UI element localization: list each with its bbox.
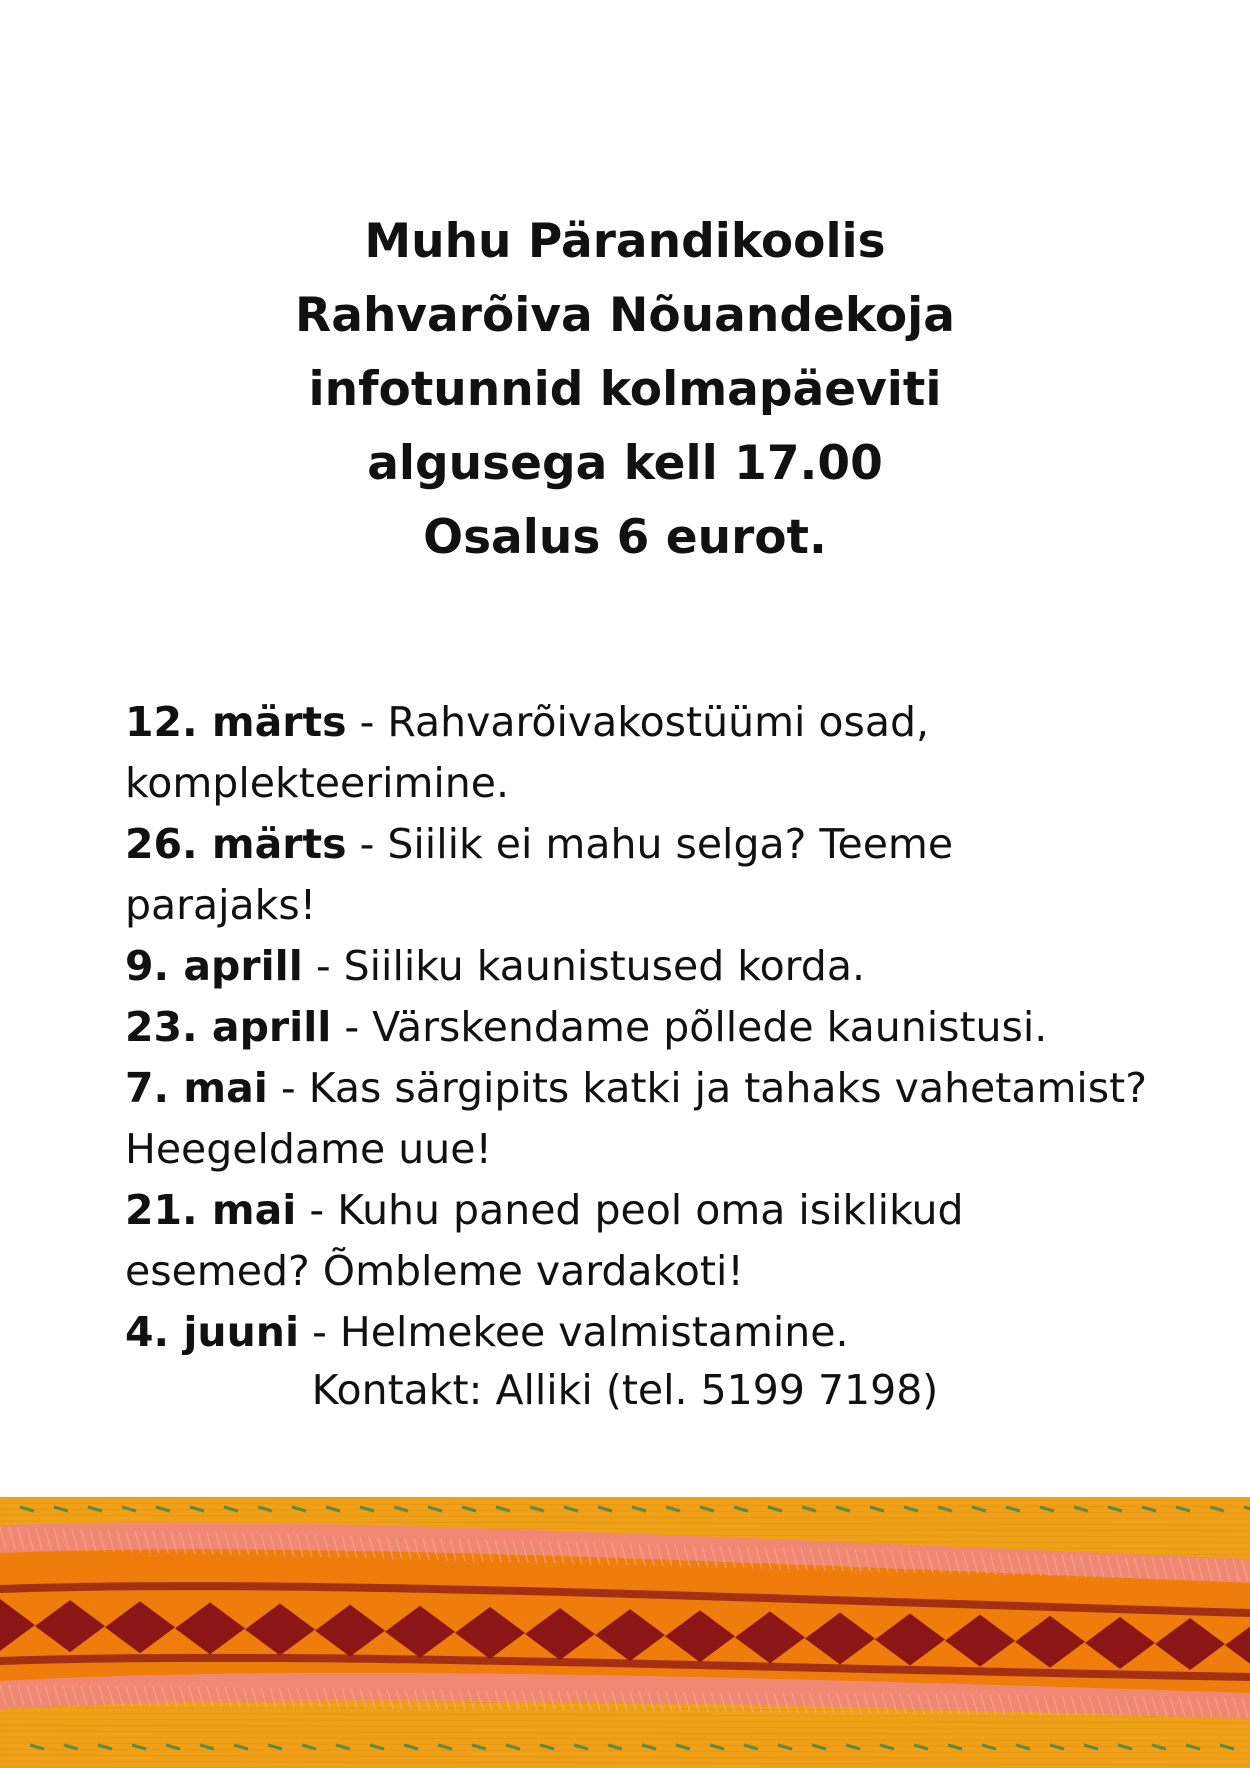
schedule-date: 26. märts <box>125 820 347 868</box>
schedule-date: 23. aprill <box>125 1003 332 1051</box>
schedule-topic: - Siiliku kaunistused korda. <box>302 942 865 990</box>
schedule-date: 7. mai <box>125 1064 268 1112</box>
schedule-list <box>125 692 1155 1363</box>
title-line-2: Rahvarõiva Nõuandekoja <box>295 288 955 343</box>
schedule-date: 21. mai <box>125 1186 297 1234</box>
schedule-date: 12. märts <box>125 698 347 746</box>
schedule-entry <box>125 1058 1155 1180</box>
woven-band-pattern <box>0 1497 1250 1768</box>
schedule-entry <box>125 692 1155 814</box>
schedule-topic: - Kuhu paned peol oma isiklikud esemed? Õmbleme vardakoti! <box>125 1186 964 1295</box>
woven-band-image <box>0 1497 1250 1768</box>
schedule-entry <box>125 814 1155 936</box>
page-title <box>0 205 1250 575</box>
title-line-1: Muhu Pärandikoolis <box>364 214 886 269</box>
schedule-topic: - Värskendame põllede kaunistusi. <box>331 1003 1048 1051</box>
schedule-entry <box>125 1302 1155 1363</box>
schedule-topic: - Helmekee valmistamine. <box>299 1308 849 1356</box>
schedule-date: 9. aprill <box>125 942 303 990</box>
schedule-topic: - Siilik ei mahu selga? Teeme parajaks! <box>125 820 954 929</box>
contact-info: Kontakt: Alliki (tel. 5199 7198) <box>311 1366 939 1414</box>
schedule-entry <box>125 936 1155 997</box>
title-line-4: algusega kell 17.00 <box>367 436 883 491</box>
schedule-topic: - Rahvarõivakostüümi osad, komplekteerimine. <box>125 698 930 807</box>
price-line: Osalus 6 eurot. <box>423 510 827 565</box>
schedule-topic: - Kas särgipits katki ja tahaks vahetamist? Heegeldame uue! <box>125 1064 1148 1173</box>
schedule-date: 4. juuni <box>125 1308 300 1356</box>
schedule-entry <box>125 997 1155 1058</box>
schedule-entry <box>125 1180 1155 1302</box>
title-line-3: infotunnid kolmapäeviti <box>308 362 942 417</box>
